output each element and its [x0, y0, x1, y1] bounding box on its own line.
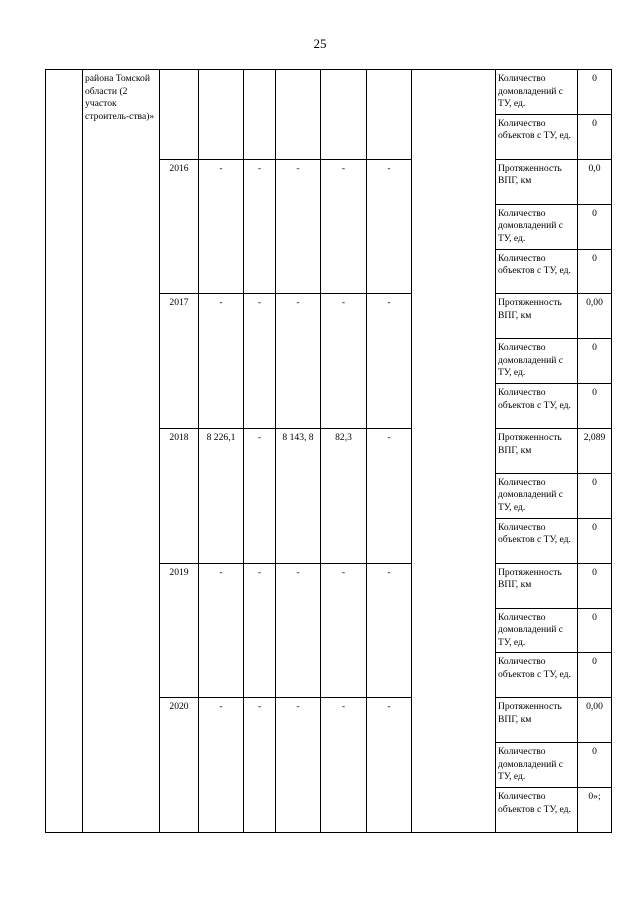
indicator-label: Количество объектов с ТУ, ед.	[496, 653, 578, 698]
funding-cell: -	[244, 698, 276, 833]
funding-cell: -	[367, 698, 412, 833]
year-cell: 2019	[160, 563, 199, 698]
funding-cell: -	[367, 294, 412, 429]
indicator-label: Количество объектов с ТУ, ед.	[496, 788, 578, 833]
indicator-value: 0,0	[578, 159, 612, 204]
funding-cell: -	[244, 294, 276, 429]
indicator-value: 0	[578, 518, 612, 563]
indicator-label: Количество объектов с ТУ, ед.	[496, 114, 578, 159]
funding-cell: -	[276, 563, 321, 698]
funding-cell: 8 143, 8	[276, 429, 321, 564]
funding-cell	[321, 70, 367, 160]
funding-cell: -	[199, 563, 244, 698]
year-cell: 2017	[160, 294, 199, 429]
indicator-label: Количество домовладений с ТУ, ед.	[496, 608, 578, 653]
indicator-value: 0,00	[578, 698, 612, 743]
indicator-label: Количество объектов с ТУ, ед.	[496, 384, 578, 429]
indicator-label: Протяженность ВПГ, км	[496, 294, 578, 339]
funding-cell	[367, 70, 412, 160]
indicator-value: 0»;	[578, 788, 612, 833]
year-cell: 2016	[160, 159, 199, 294]
indicator-value: 2,089	[578, 429, 612, 474]
funding-cell: -	[244, 563, 276, 698]
responsible-cell	[412, 70, 496, 833]
table-row	[46, 70, 612, 115]
indicator-value: 0	[578, 249, 612, 294]
funding-cell: -	[276, 698, 321, 833]
row-number-cell	[46, 70, 83, 833]
funding-cell: -	[321, 159, 367, 294]
funding-cell	[244, 70, 276, 160]
funding-cell: -	[367, 563, 412, 698]
indicator-value: 0	[578, 743, 612, 788]
funding-cell: -	[199, 698, 244, 833]
indicator-label: Количество домовладений с ТУ, ед.	[496, 339, 578, 384]
indicator-value: 0	[578, 339, 612, 384]
indicator-value: 0	[578, 653, 612, 698]
year-cell: 2020	[160, 698, 199, 833]
table-body	[46, 70, 612, 833]
indicator-value: 0	[578, 473, 612, 518]
program-table	[45, 69, 612, 833]
indicator-label: Протяженность ВПГ, км	[496, 698, 578, 743]
indicator-label: Количество домовладений с ТУ, ед.	[496, 70, 578, 115]
funding-cell: 82,3	[321, 429, 367, 564]
region-cell: района Томской области (2 участок строитель-ства)»	[83, 70, 160, 833]
funding-cell: -	[244, 429, 276, 564]
funding-cell: -	[199, 294, 244, 429]
indicator-label: Протяженность ВПГ, км	[496, 159, 578, 204]
funding-cell: -	[321, 698, 367, 833]
indicator-label: Количество объектов с ТУ, ед.	[496, 518, 578, 563]
funding-cell: -	[199, 159, 244, 294]
indicator-label: Протяженность ВПГ, км	[496, 563, 578, 608]
indicator-value: 0	[578, 204, 612, 249]
indicator-value: 0	[578, 114, 612, 159]
indicator-value: 0	[578, 384, 612, 429]
funding-cell	[199, 70, 244, 160]
funding-cell: -	[276, 159, 321, 294]
funding-cell: 8 226,1	[199, 429, 244, 564]
funding-cell: -	[321, 294, 367, 429]
indicator-label: Количество домовладений с ТУ, ед.	[496, 204, 578, 249]
indicator-label: Количество домовладений с ТУ, ед.	[496, 473, 578, 518]
funding-cell: -	[367, 429, 412, 564]
page-number: 25	[313, 36, 327, 51]
funding-cell: -	[276, 294, 321, 429]
indicator-value: 0	[578, 563, 612, 608]
year-cell: 2018	[160, 429, 199, 564]
year-cell	[160, 70, 199, 160]
funding-cell: -	[244, 159, 276, 294]
funding-cell: -	[321, 563, 367, 698]
indicator-value: 0,00	[578, 294, 612, 339]
indicator-label: Протяженность ВПГ, км	[496, 429, 578, 474]
funding-cell	[276, 70, 321, 160]
indicator-value: 0	[578, 70, 612, 115]
indicator-value: 0	[578, 608, 612, 653]
indicator-label: Количество домовладений с ТУ, ед.	[496, 743, 578, 788]
indicator-label: Количество объектов с ТУ, ед.	[496, 249, 578, 294]
funding-cell: -	[367, 159, 412, 294]
